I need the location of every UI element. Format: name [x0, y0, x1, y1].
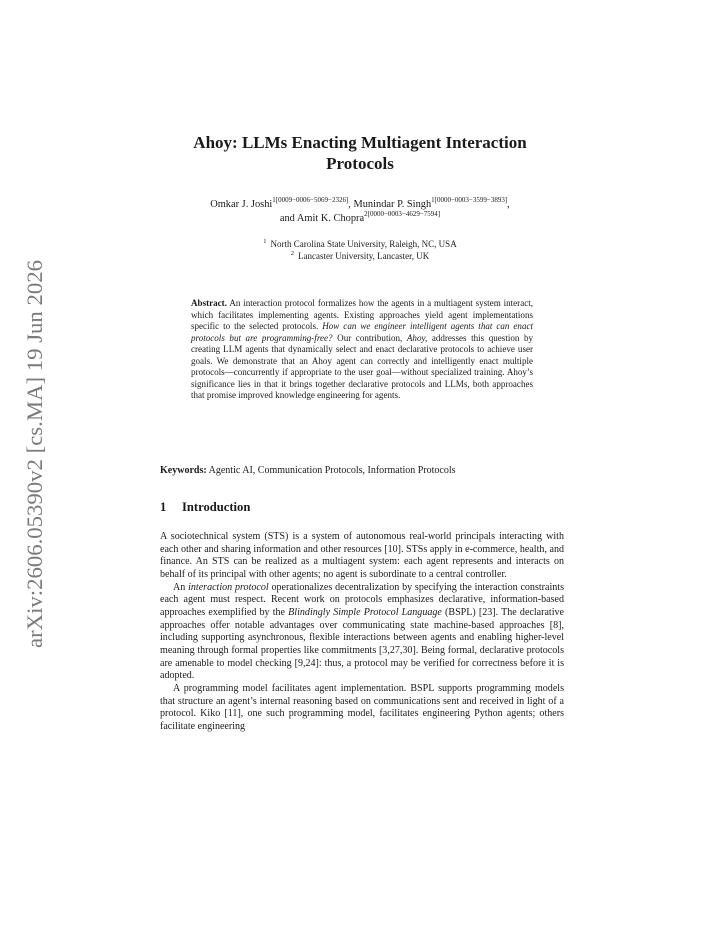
abstract	[191, 298, 533, 402]
abstract-text: Our contribution,	[337, 332, 403, 343]
paragraph-text: (BSPL) [23]. The declarative approaches offer notable advantages over communicating state machine-based approaches [8], including supporting asynchronous, flexible interactions between agents and enabling higher-level meaning through formal properties like commitments [3,27,30]. Being formal, declarative protocols are amenable to model checking [9,24]: thus, a protocol may be verified for correctness before it is adopted.	[160, 606, 564, 682]
paragraph-text: operationalizes decentralization by specifying the interaction constraints each agent must respect. Recent work on protocols emphasizes declarative, information-based approaches exemplified by the	[160, 581, 564, 618]
paragraph: A sociotechnical system (STS) is a system of autonomous real-world principals interacting with each other and sharing information and other resources [10]. STSs apply in e-commerce, health, and finance. An STS can be realized as a multiagent system: each agent represents and interacts on behalf of its principal with other agents; no agent is subordinate to a central controller.	[160, 531, 564, 580]
paragraph-text: An	[173, 581, 186, 593]
author-orcid: 1[0009−0006−5069−2326]	[272, 196, 349, 204]
arxiv-identifier: arXiv:2606.05390v2 [cs.MA] 19 Jun 2026	[22, 272, 47, 648]
keywords-label: Keywords:	[160, 465, 207, 476]
abstract-system-name: Ahoy,	[406, 332, 428, 343]
author-orcid: 1[0000−0003−3599−3893]	[431, 196, 508, 204]
affiliation-number: 1	[263, 238, 267, 245]
author-separator: ,	[507, 199, 510, 210]
author-list	[150, 198, 570, 226]
title-line-2: Protocols	[326, 154, 394, 173]
section-title: Introduction	[182, 500, 251, 514]
paper-title	[150, 132, 570, 174]
author-orcid: 2[0000−0003−4629−7594]	[364, 210, 441, 218]
title-line-1: Ahoy: LLMs Enacting Multiagent Interaction	[193, 133, 527, 152]
keywords-text: Agentic AI, Communication Protocols, Information Protocols	[208, 465, 456, 476]
author-line-1	[150, 198, 570, 212]
author-name: Omkar J. Joshi	[210, 199, 273, 210]
affiliation-list	[150, 238, 570, 262]
affiliation-text: Lancaster University, Lancaster, UK	[297, 251, 430, 261]
term: Blindingly Simple Protocol Language	[288, 606, 442, 618]
section-heading	[160, 500, 564, 515]
keywords	[160, 464, 564, 477]
abstract-text: An interaction protocol formalizes how the agents in a multiagent system interact, which facilitates implementing agents. Existing approaches yield agent implementations specific to the selected protocols.	[191, 298, 533, 332]
arxiv-sidebar-stamp	[10, 258, 58, 648]
abstract-text: addresses this question by creating LLM agents that dynamically select and enact declarative protocols to achieve user goals. We demonstrate that an Ahoy agent can correctly and intelligently enact multiple protocols—concurrently if appropriate to the user goal—without specialized training. Ahoy’s significance lies in that it brings together declarative protocols and LLMs, both approaches that promise improved knowledge engineering for agents.	[191, 332, 534, 401]
abstract-question: How can we engineer intelligent agents that can enact protocols but are programming-free?	[191, 321, 534, 343]
affiliation-number: 2	[290, 250, 294, 257]
author-name: Munindar P. Singh	[353, 199, 432, 210]
abstract-label: Abstract.	[191, 298, 227, 308]
paragraph	[160, 582, 564, 683]
affiliation-item	[150, 238, 570, 250]
author-separator: ,	[348, 199, 354, 210]
affiliation-item	[150, 250, 570, 262]
paragraph: A programming model facilitates agent implementation. BSPL supports programming models that structure an agent’s internal reasoning based on communications sent and received in light of a protocol. Kiko [11], one such programming model, facilitates engineering Python agents; others facilitate engineering	[160, 682, 564, 732]
body-text	[160, 531, 564, 734]
affiliation-text: North Carolina State University, Raleigh, NC, USA	[270, 239, 457, 249]
term: interaction protocol	[188, 581, 269, 593]
author-line-2	[150, 212, 570, 226]
author-name: and Amit K. Chopra	[279, 213, 365, 224]
section-number: 1	[160, 500, 167, 514]
